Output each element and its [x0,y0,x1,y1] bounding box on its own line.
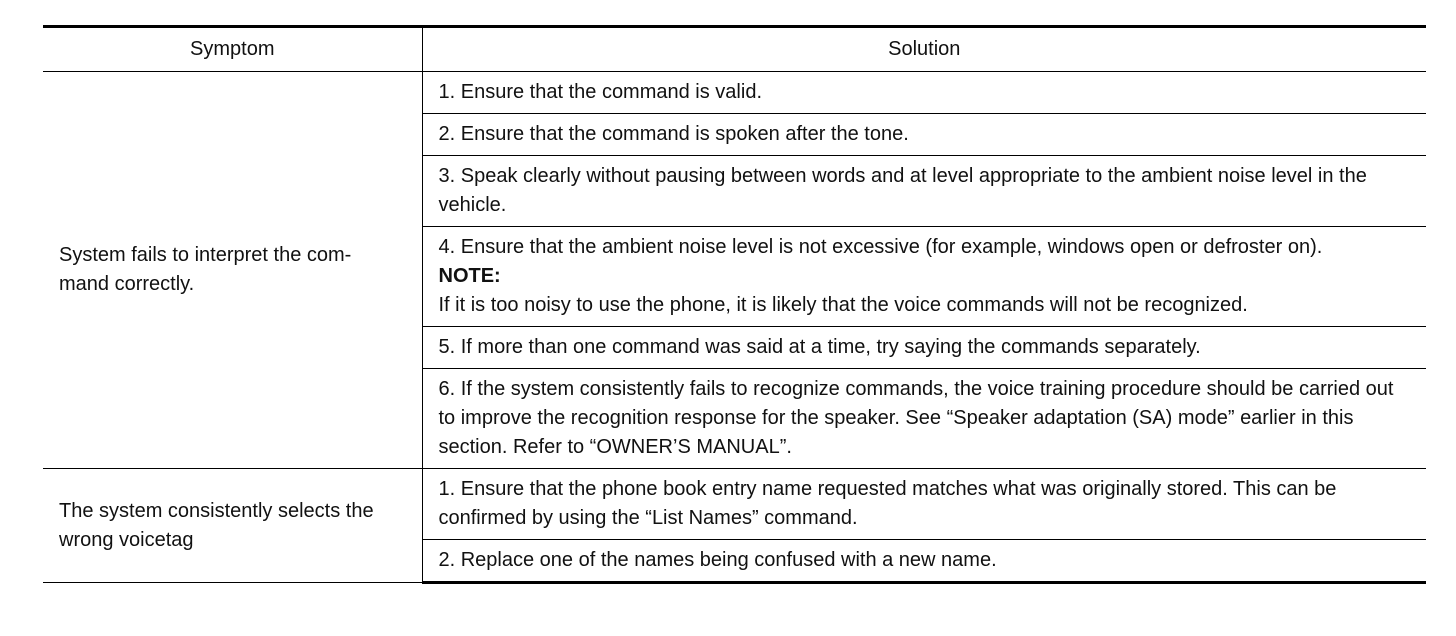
symptom-header: Symptom [43,27,422,72]
table-row [43,72,1426,114]
solution-cell: 5. If more than one command was said at a time, try saying the commands separately. [422,327,1426,369]
solution-cell: 2. Replace one of the names being confused with a new name. [422,540,1426,583]
symptom-text-line-1: System fails to interpret the com- [59,244,352,266]
solution-header: Solution [422,27,1426,72]
solution-text: 4. Ensure that the ambient noise level is not excessive (for example, windows open or defroster on). [438,236,1323,258]
note-label: NOTE: [438,265,501,287]
solution-cell: 2. Ensure that the command is spoken after the tone. [422,114,1426,156]
solution-cell: 1. Ensure that the command is valid. [422,72,1426,114]
table-row [43,469,1426,540]
solution-cell [422,227,1426,327]
solution-cell: 1. Ensure that the phone book entry name requested matches what was originally stored. This can be confirmed by using the “List Names” command. [422,469,1426,540]
troubleshooting-table [43,25,1426,584]
symptom-text-line-2: mand correctly. [59,273,195,295]
note-text: If it is too noisy to use the phone, it is likely that the voice commands will not be recognized. [438,294,1248,316]
header-row [43,27,1426,72]
symptom-cell [43,72,422,469]
symptom-cell: The system consistently selects the wrong voicetag [43,469,422,583]
solution-cell: 6. If the system consistently fails to recognize commands, the voice training procedure should be carried out to improve the recognition response for the speaker. See “Speaker adaptation (SA) mode” earlier in this section. Refer to “OWNER’S MANUAL”. [422,369,1426,469]
solution-cell: 3. Speak clearly without pausing between words and at level appropriate to the ambient noise level in the vehicle. [422,156,1426,227]
